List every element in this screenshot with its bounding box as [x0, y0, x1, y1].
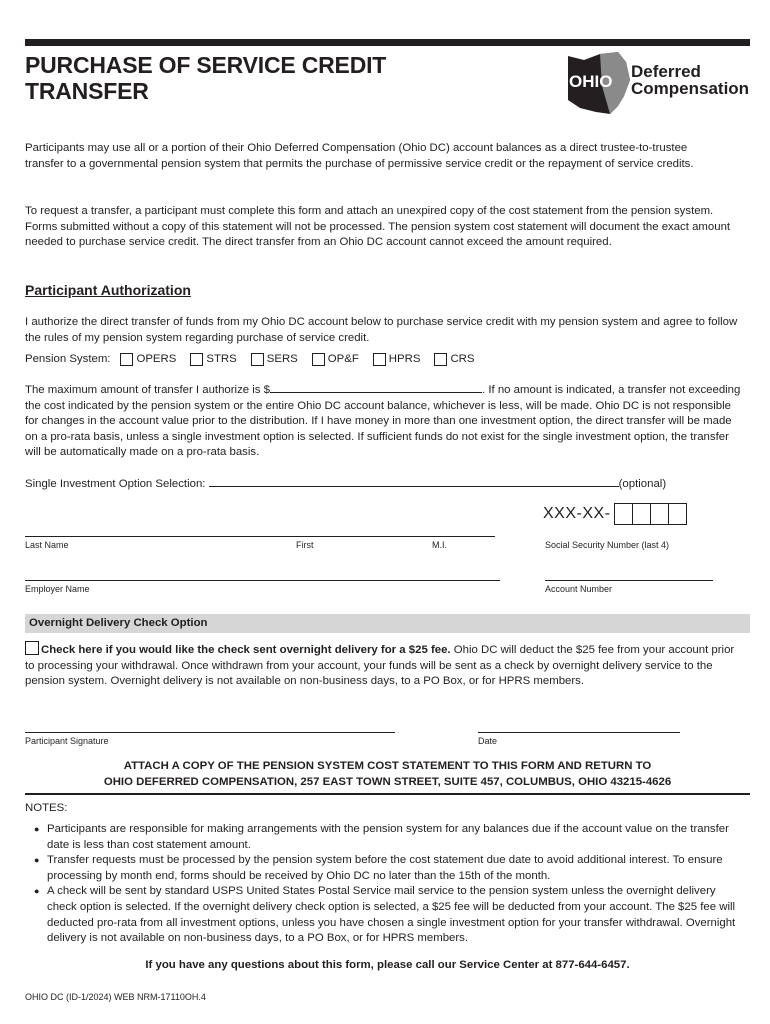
list-item: ● Transfer requests must be processed by the pension system before the cost statement due date to avoid additional interest. To ensure processing by month end, forms should be received by Ohio DC no later than the 15th of the month. [34, 853, 739, 884]
date-line[interactable] [478, 732, 680, 733]
ssn-last4-input[interactable] [543, 503, 687, 525]
ssn-digit-box[interactable] [614, 503, 633, 525]
ssn-digit-box[interactable] [668, 503, 687, 525]
single-investment-option-field[interactable] [209, 476, 619, 487]
first-name-label: First [296, 540, 314, 550]
max-amount-paragraph: The maximum amount of transfer I authorize is $ . If no amount is indicated, a transfer not exceeding the cost indicated by the pension system or the entire Ohio DC account balance, whichever is less, will be made. Ohio DC is not responsible for changes in the account value prior to the distribution. If I have money in more than one investment option, the direct transfer will be made on a pro-rata basis, unless a single investment option is selected. If sufficient funds do not exist for the single investment option, the transfer will be automatically made on a pro-rata basis. [25, 384, 741, 459]
employer-label: Employer Name [25, 584, 90, 594]
max-amount-field[interactable] [270, 382, 482, 393]
signature-label: Participant Signature [25, 736, 109, 746]
pension-system-label: Pension System: [25, 353, 111, 365]
checkbox-icon[interactable] [312, 353, 325, 366]
intro-paragraph-2: To request a transfer, a participant must complete this form and attach an unexpired copy of the cost statement from the pension system. Forms submitted without a copy of this statement will not be processed. The pension system cost statement will document the exact amount needed to purchase service credit. The direct transfer from an Ohio DC account cannot exceed the amount required. [25, 205, 731, 249]
last-name-label: Last Name [25, 540, 69, 550]
checkbox-icon[interactable] [373, 353, 386, 366]
return-instructions: ATTACH A COPY OF THE PENSION SYSTEM COST STATEMENT TO THIS FORM AND RETURN TO OHIO DEFERRED COMPENSATION, 257 EAST TOWN STREET, SUITE 457, COLUMBUS, OHIO 43215-4626 [103, 760, 672, 788]
contact-note: If you have any questions about this form, please call our Service Center at 877-644-6457. [145, 959, 630, 971]
checkbox-opf[interactable]: OP&F [312, 353, 359, 366]
checkbox-icon[interactable] [120, 353, 133, 366]
checkbox-opers[interactable]: OPERS [120, 353, 176, 366]
list-item: ● A check will be sent by standard USPS United States Postal Service mail service to the pension system unless the overnight delivery check option is selected. If the overnight delivery check option is selected, a $25 fee will be deducted from your account. The $25 fee will deducted pro-rata from all investment options, unless you have chosen a single investment option for your transfer withdrawal. Overnight delivery is not available on non-business days, to a PO Box, or for HPRS members. [34, 884, 739, 946]
logo-wordmark: Deferred Compensation [631, 62, 750, 98]
name-line[interactable] [25, 536, 495, 537]
ssn-label: Social Security Number (last 4) [545, 540, 670, 550]
checkbox-crs[interactable]: CRS [434, 353, 474, 366]
divider [25, 793, 750, 795]
overnight-section-header: Overnight Delivery Check Option [25, 614, 750, 633]
checkbox-strs[interactable]: STRS [190, 353, 236, 366]
notes-title: NOTES: [25, 802, 68, 814]
checkbox-hprs[interactable]: HPRS [373, 353, 421, 366]
ohio-dc-logo [566, 50, 756, 116]
signature-line[interactable] [25, 732, 395, 733]
middle-initial-label: M.I. [432, 540, 447, 550]
checkbox-sers[interactable]: SERS [251, 353, 298, 366]
top-rule [25, 39, 750, 46]
form-id: OHIO DC (ID-1/2024) WEB NRM-17110OH.4 [25, 992, 206, 1002]
logo-ohio-text: OHIO [569, 72, 613, 91]
date-label: Date [478, 736, 498, 746]
overnight-checkbox[interactable] [25, 641, 39, 655]
checkbox-icon[interactable] [251, 353, 264, 366]
single-investment-option-row: Single Investment Option Selection: (optional) [25, 478, 667, 490]
notes-list [34, 822, 739, 947]
intro-paragraph-1: Participants may use all or a portion of their Ohio Deferred Compensation (Ohio DC) account balances as a direct trustee-to-trustee transfer to a governmental pension system that permits the purchase of permissive service credit or the repayment of service credits. [25, 142, 694, 170]
overnight-option-paragraph: Check here if you would like the check sent overnight delivery for a $25 fee. Ohio DC will deduct the $25 fee from your account prior to processing your withdrawal. Once withdrawn from your account, your funds will be sent as a check by overnight delivery service to the pension system. Overnight delivery is not available on non-business days, to a PO Box, or for HPRS members. [25, 641, 740, 690]
ssn-digit-box[interactable] [650, 503, 669, 525]
checkbox-icon[interactable] [190, 353, 203, 366]
list-item: ● Participants are responsible for making arrangements with the pension system for any balances due if the account value on the transfer date is less than cost statement amount. [34, 822, 739, 853]
account-label: Account Number [545, 584, 613, 594]
pension-system-options [25, 351, 489, 367]
ssn-prefix: XXX-XX- [543, 505, 611, 522]
employer-line[interactable] [25, 580, 500, 581]
authorization-text: I authorize the direct transfer of funds from my Ohio DC account below to purchase service credit with my pension system and agree to follow the rules of my pension system regarding purchase of service credit. [25, 316, 738, 344]
page-title: PURCHASE OF SERVICE CREDIT TRANSFER [25, 52, 387, 104]
account-line[interactable] [545, 580, 713, 581]
checkbox-icon[interactable] [434, 353, 447, 366]
section-heading-authorization: Participant Authorization [25, 282, 191, 298]
ssn-digit-box[interactable] [632, 503, 651, 525]
